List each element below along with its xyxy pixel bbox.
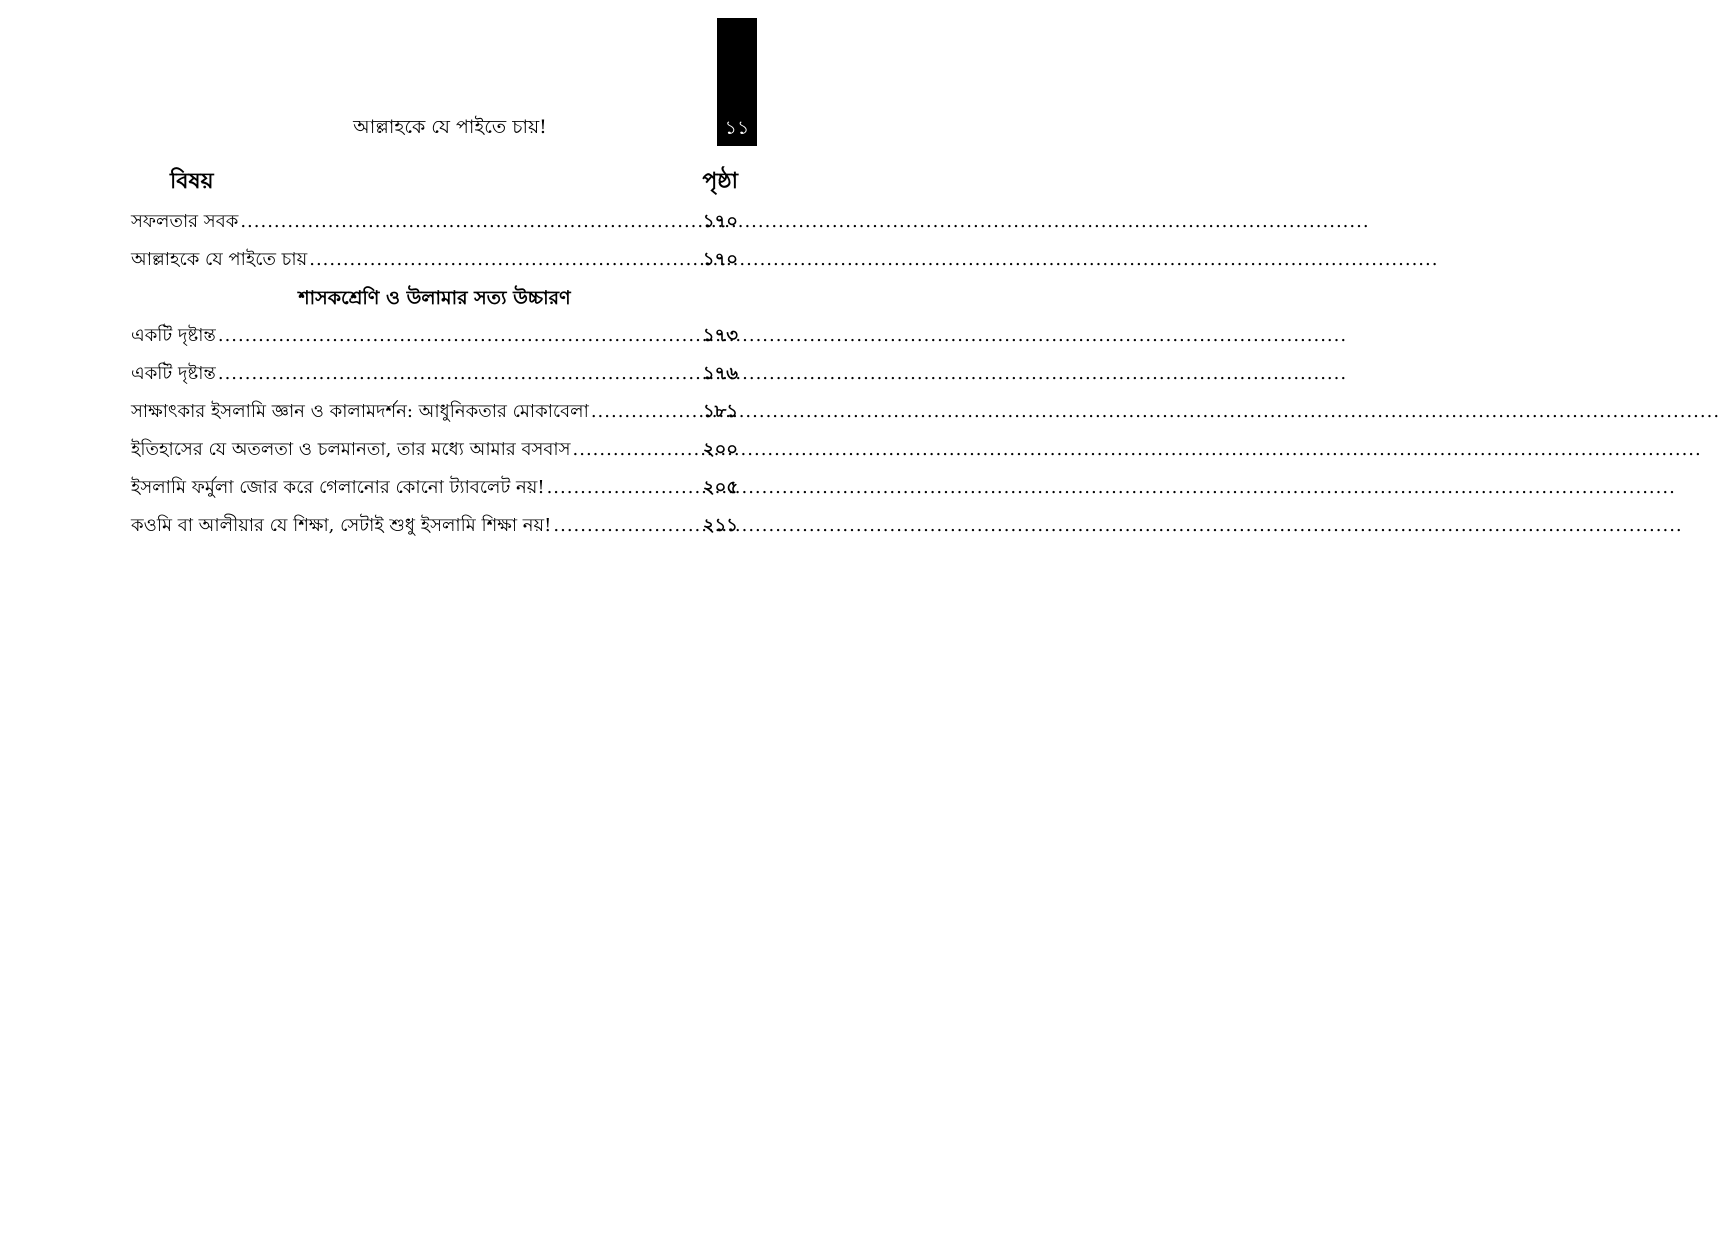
toc-leader-dots bbox=[547, 469, 701, 507]
toc-header-subject: বিষয় bbox=[170, 167, 214, 194]
toc-leader-dots bbox=[309, 241, 701, 279]
toc-leader-dots bbox=[218, 355, 701, 393]
toc-entry-title: কওমি বা আলীয়ার যে শিক্ষা, সেটাই শুধু ইসলামি শিক্ষা নয়! bbox=[131, 515, 552, 536]
toc-entry[interactable] bbox=[131, 431, 738, 469]
toc-entry-page: ১৭৬ bbox=[702, 363, 738, 384]
toc-header bbox=[131, 161, 738, 203]
toc-leader-dots bbox=[553, 507, 701, 545]
toc-entry[interactable] bbox=[131, 507, 738, 545]
toc-entry[interactable] bbox=[131, 203, 738, 241]
toc-entry[interactable] bbox=[131, 393, 738, 431]
toc-leader-dots bbox=[573, 431, 701, 469]
toc-entry-title: সফলতার সবক bbox=[131, 211, 239, 232]
toc-entry-page: ২১১ bbox=[702, 515, 738, 536]
toc-entry[interactable] bbox=[131, 469, 738, 507]
toc-entry[interactable] bbox=[131, 355, 738, 393]
toc-section-heading: শাসকশ্রেণি ও উলামার সত্য উচ্চারণ bbox=[298, 287, 571, 309]
toc-header-page: পৃষ্ঠা bbox=[702, 167, 738, 194]
table-of-contents bbox=[131, 161, 738, 545]
toc-entry-page: ২০৫ bbox=[702, 477, 738, 498]
toc-entry-page: ১৮১ bbox=[702, 401, 738, 422]
toc-entry[interactable] bbox=[131, 317, 738, 355]
toc-entry-title: আল্লাহকে যে পাইতে চায় bbox=[131, 249, 308, 270]
toc-entry[interactable] bbox=[131, 241, 738, 279]
toc-entry-title: ইসলামি ফর্মুলা জোর করে গেলানোর কোনো ট্যাবলেট নয়! bbox=[131, 477, 545, 498]
page-number: ১১ bbox=[724, 117, 750, 139]
toc-entry-title: একটি দৃষ্টান্ত bbox=[131, 325, 216, 346]
running-head: আল্লাহকে যে পাইতে চায়! bbox=[353, 116, 547, 138]
toc-leader-dots bbox=[218, 317, 701, 355]
toc-entry-title: ইতিহাসের যে অতলতা ও চলমানতা, তার মধ্যে আমার বসবাস bbox=[131, 439, 571, 460]
toc-entry-title: সাক্ষাৎকার ইসলামি জ্ঞান ও কালামদর্শন: আধুনিকতার মোকাবেলা bbox=[131, 401, 589, 422]
toc-entry-page: ১৭০ bbox=[702, 249, 738, 270]
toc-entry-page: ১৭৩ bbox=[702, 325, 738, 346]
toc-entry-page: ১৭০ bbox=[702, 211, 738, 232]
toc-entry-title: একটি দৃষ্টান্ত bbox=[131, 363, 216, 384]
toc-leader-dots bbox=[240, 203, 701, 241]
toc-entry-page: ২০০ bbox=[702, 439, 738, 460]
toc-leader-dots bbox=[591, 393, 701, 431]
